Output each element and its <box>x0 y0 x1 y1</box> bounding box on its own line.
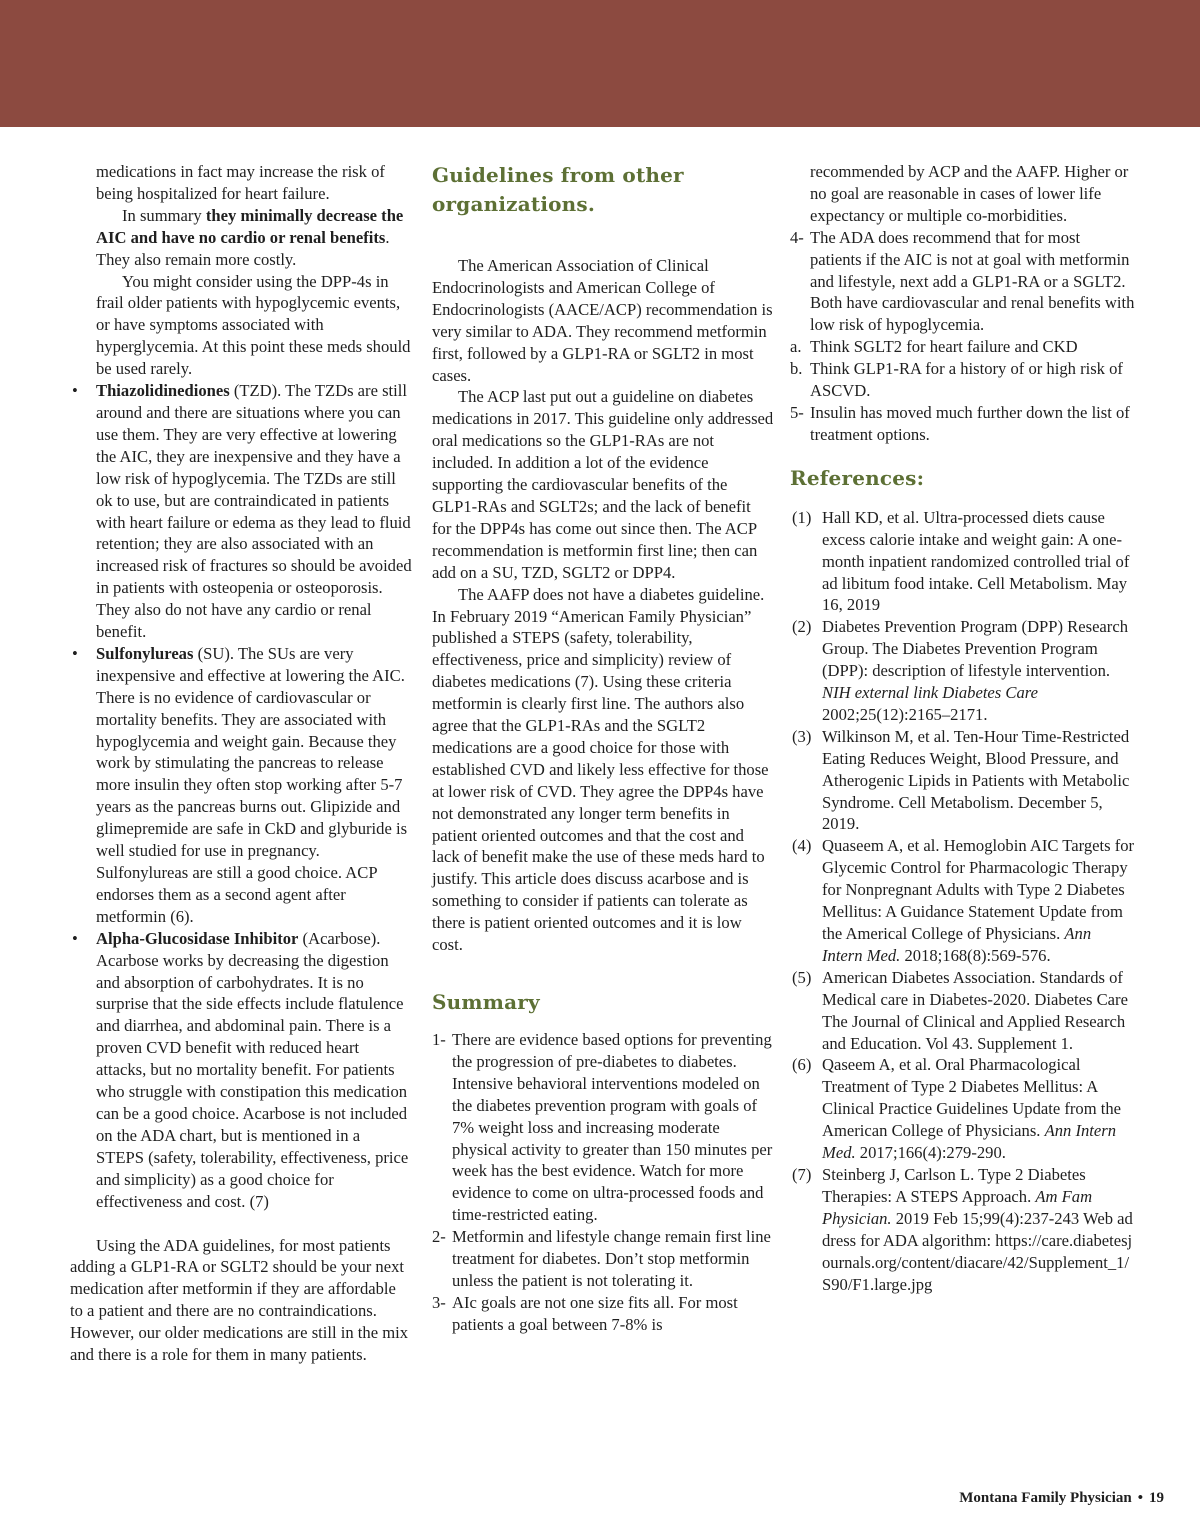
reference-item: (3) Wilkinson M, et al. Ten-Hour Time-Restricted Eating Reduces Weight, Blood Pressure, and Atherogenic Lipids in Patients with Metabolic Syndrome. Cell Metabolism. December 5, 2019. <box>792 726 1130 834</box>
bullet-item-su: • Sulfonylureas (SU). The SUs are very inexpensive and effective at lowering the AIC. There is no evidence of cardiovascular or mortality benefits. They are associated with hypoglycemia and weight gain. Because they work by stimulating the pancreas to release more insulin they often stop working after 5-7 years as the pancreas burns out. Glipizide and glimepremide are safe in CkD and glyburide is well studied for use in pregnancy. Sulfonylureas are still a good choice. ACP endorses them as a second agent after metformin (6). <box>70 643 412 928</box>
summary-item: 5- Insulin has moved much further down the list of treatment options. <box>790 402 1130 444</box>
paragraph: You might consider using the DPP-4s in frail older patients with hypoglycemic events, or have symptoms associated with hyperglycemia. At this point these meds should be used rarely. <box>96 271 411 379</box>
paragraph: The ACP last put out a guideline on diabetes medications in 2017. This guideline only addressed oral medications so the GLP1-RAs are not included. In addition a lot of the evidence supporting the cardiovascular benefits of the GLP1-RAs and SGLT2s; and the lack of benefit for the DPP4s has come out since then. The ACP recommendation is metformin first line; then can add on a SU, TZD, SGLT2 or DPP4. <box>432 387 774 582</box>
summary-item: 1- There are evidence based options for preventing the progression of pre-diabetes to diabetes. Intensive behavioral interventions modeled on the diabetes prevention program with goals of 7% weight loss and increasing moderate physical activity to greater than 150 minutes per week has the best evidence. Watch for more evidence to come on ultra-processed foods and time-restricted eating. <box>432 1030 773 1225</box>
journal-name: Montana Family Physician <box>959 1490 1132 1506</box>
summary-subitem: a. Think SGLT2 for heart failure and CKD <box>790 337 1078 357</box>
bullet-item-agi: • Alpha-Glucosidase Inhibitor (Acarbose). Acarbose works by decreasing the digestion and absorption of carbohydrates. It is no surprise that the side effects include flatulence and diarrhea, and abdominal pain. There is a proven CVD benefit with reduced heart attacks, but no mortality benefit. For patients who struggle with constipation this medication can be a good choice. Acarbose is not included on the ADA chart, but is mentioned in a STEPS (safety, tolerability, effectiveness, price and simplicity) as a good choice for effectiveness and cost. (7) <box>70 928 412 1213</box>
column-1 <box>70 161 412 1366</box>
paragraph: Using the ADA guidelines, for most patients adding a GLP1-RA or SGLT2 should be your next medication after metformin if they are affordable to a patient and there are no contraindications. However, our older medications are still in the mix and there is a role for them in many patients. <box>70 1235 409 1365</box>
bullet-item-tzd: • Thiazolidinediones (TZD). The TZDs are still around and there are situations where you can use them. They are very effective at lowering the AIC, they are inexpensive and they have a low risk of hypoglycemia. The TZDs are still ok to use, but are contraindicated in patients with heart failure or edema as they lead to fluid retention; they are also associated with an increased risk of fractures so should be avoided in patients with osteopenia or osteoporosis. They also do not have any cardio or renal benefit. <box>70 380 412 643</box>
paragraph: The American Association of Clinical Endocrinologists and American College of Endocrinologists (AACE/ACP) recommendation is very similar to ADA. They recommend metformin first, followed by a GLP1-RA or SGLT2 in most cases. <box>432 256 773 385</box>
references-list <box>790 507 1135 1296</box>
summary-subitem: b. Think GLP1-RA for a history of or high risk of ASCVD. <box>790 359 1123 401</box>
section-heading-references: References: <box>790 465 925 490</box>
ada-algorithm-url[interactable]: Web address for ADA algorithm: https://care.diabetesjournals.org/content/diacare/42/Supplement_1/S90/F1.large.jpg <box>822 1208 1133 1294</box>
reference-item: (2) Diabetes Prevention Program (DPP) Research Group. The Diabetes Prevention Program (DPP): description of lifestyle intervention. NIH external link Diabetes Care 2002;25(12):2165–2171. <box>792 617 1128 724</box>
bold-term: Sulfonylureas <box>96 643 194 663</box>
reference-item: (7) Steinberg J, Carlson L. Type 2 Diabetes Therapies: A STEPS Approach. Am Fam Physician. 2019 Feb 15;99(4):237-243 Web address for ADA algorithm: https://care.diabetesjournals.org/content/diacare/42/Supplement_1/S90/F1.large.jpg <box>792 1164 1133 1294</box>
reference-item: (1) Hall KD, et al. Ultra-processed diets cause excess calorie intake and weight gain: A one-month inpatient randomized controlled trial of ad libitum food intake. Cell Metabolism. May 16, 2019 <box>792 507 1130 615</box>
paragraph-summary: In summary they minimally decrease the AIC and have no cardio or renal benefits. They also remain more costly. <box>96 205 404 269</box>
page-footer <box>959 1490 1164 1507</box>
bold-text: they minimally decrease the AIC and have no cardio or renal benefits <box>96 205 404 247</box>
bold-term: Alpha-Glucosidase Inhibitor <box>96 928 299 948</box>
reference-item: (4) Quaseem A, et al. Hemoglobin AIC Targets for Glycemic Control for Pharmacologic Therapy for Nonpregnant Adults with Type 2 Diabetes Mellitus: A Guidance Statement Update from the Americal College of Physicians. Ann Intern Med. 2018;168(8):569-576. <box>792 836 1135 965</box>
summary-item: 2- Metformin and lifestyle change remain first line treatment for diabetes. Don’t stop metformin unless the patient is not tolerating it. <box>432 1227 771 1290</box>
column-3 <box>790 161 1135 1295</box>
summary-item: 3- AIc goals are not one size fits all. For most patients a goal between 7-8% is <box>432 1292 738 1334</box>
footer-separator: • <box>1137 1490 1143 1506</box>
page-number: 19 <box>1149 1490 1164 1506</box>
spacer <box>70 1213 412 1235</box>
reference-item: (6) Qaseem A, et al. Oral Pharmacological Treatment of Type 2 Diabetes Mellitus: A Clinical Practice Guidelines Update from the American College of Physicians. Ann Intern Med. 2017;166(4):279-290. <box>792 1055 1122 1163</box>
section-heading-summary: Summary <box>432 990 540 1014</box>
section-heading-guidelines: Guidelines from other organizations. <box>432 163 684 216</box>
column-2 <box>432 161 774 1336</box>
bold-term: Thiazolidinediones <box>96 381 230 401</box>
summary-item: 4- The ADA does recommend that for most patients if the AIC is not at goal with metformin and lifestyle, next add a GLP1-RA or a SGLT2. Both have cardiovascular and renal benefits with low risk of hypoglycemia. <box>790 227 1135 335</box>
paragraph: medications in fact may increase the risk of being hospitalized for heart failure. <box>96 162 385 203</box>
header-banner <box>0 0 1200 127</box>
summary-item-continued: recommended by ACP and the AAFP. Higher or no goal are reasonable in cases of lower life expectancy or multiple co-morbidities. <box>810 162 1129 225</box>
paragraph: The AAFP does not have a diabetes guideline. In February 2019 “American Family Physician” published a STEPS (safety, tolerability, effectiveness, price and simplicity) review of diabetes medications (7). Using these criteria metformin is clearly first line. The authors also agree that the GLP1-RAs and the SGLT2 medications are a good choice for those with established CVD and likely less effective for those at lower risk of CVD. They agree the DPP4s have not demonstrated any longer term benefits in patient oriented outcomes and that the cost and lack of benefit make the use of these meds hard to justify. This article does discuss acarbose and is something to consider if patients can tolerate as there is patient oriented outcomes and it is low cost. <box>432 584 769 955</box>
reference-item: (5) American Diabetes Association. Standards of Medical care in Diabetes-2020. Diabetes Care The Journal of Clinical and Applied Research and Education. Vol 43. Supplement 1. <box>792 967 1128 1053</box>
